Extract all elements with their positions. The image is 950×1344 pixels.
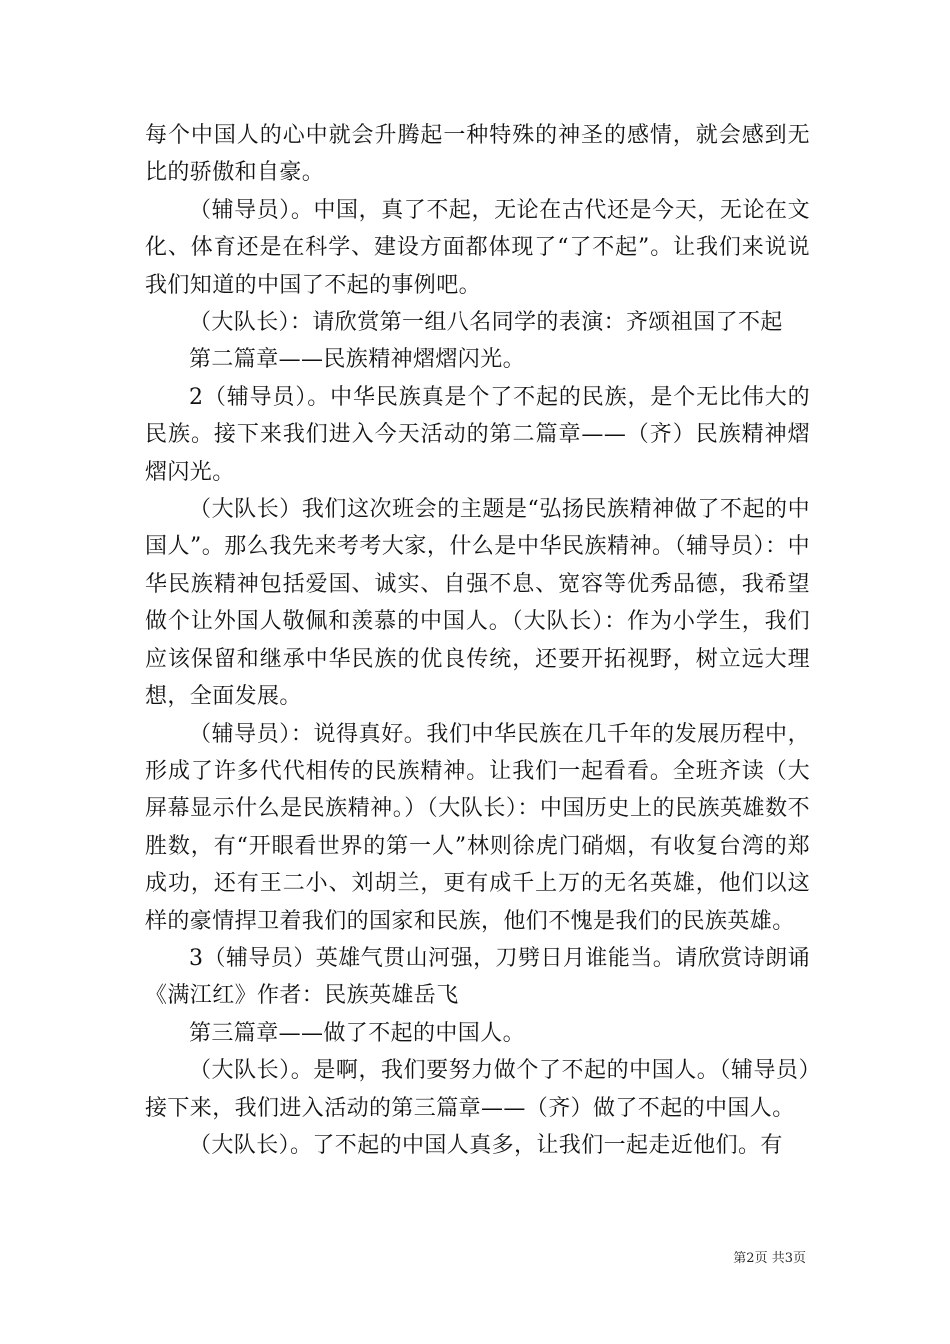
paragraph-7: （辅导员）：说得真好。我们中华民族在几千年的发展历程中，形成了许多代代相传的民族精神。让我们一起看看。全班齐读（大屏幕显示什么是民族精神。）（大队长）：中国历史上的民族英雄数不胜数，有“开眼看世界的第一人”林则徐虎门硝烟，有收复台湾的郑成功，还有王二小、刘胡兰，更有成千上万的无名英雄，他们以这样的豪情捍卫着我们的国家和民族，他们不愧是我们的民族英雄。 bbox=[145, 721, 810, 934]
paragraph-1: 每个中国人的心中就会升腾起一种特殊的神圣的感情，就会感到无比的骄傲和自豪。 bbox=[145, 123, 810, 186]
footer-total-pages: 3 bbox=[784, 1251, 793, 1266]
section-heading-2: 第二篇章——民族精神熠熠闪光。 bbox=[189, 347, 526, 373]
paragraph-11: （大队长）。了不起的中国人真多，让我们一起走近他们。有 bbox=[189, 1132, 783, 1158]
paragraph-2: （辅导员）。中国，真了不起，无论在古代还是今天，无论在文化、体育还是在科学、建设方面都体现了“了不起”。让我们来说说我们知道的中国了不起的事例吧。 bbox=[145, 197, 810, 298]
document-body bbox=[145, 117, 810, 1164]
page-number-footer bbox=[733, 1247, 806, 1266]
paragraph-5: 2（辅导员）。中华民族真是个了不起的民族，是个无比伟大的民族。接下来我们进入今天活动的第二篇章——（齐）民族精神熠熠闪光。 bbox=[145, 384, 810, 485]
section-heading-3: 第三篇章——做了不起的中国人。 bbox=[189, 1020, 526, 1046]
paragraph-8: 3（辅导员）英雄气贯山河强，刀劈日月谁能当。请欣赏诗朗诵《满江红》作者：民族英雄岳飞 bbox=[145, 945, 810, 1009]
paragraph-6: （大队长）我们这次班会的主题是“弘扬民族精神做了不起的中国人”。那么我先来考考大家，什么是中华民族精神。（辅导员）：中华民族精神包括爱国、诚实、自强不息、宽容等优秀品德，我希望做个让外国人敬佩和羡慕的中国人。（大队长）：作为小学生，我们应该保留和继承中华民族的优良传统，还要开拓视野，树立远大理想，全面发展。 bbox=[145, 497, 810, 710]
footer-suffix: 页 bbox=[792, 1251, 806, 1266]
footer-middle: 页 共 bbox=[754, 1251, 785, 1266]
footer-current-page: 2 bbox=[746, 1251, 755, 1266]
paragraph-10: （大队长）。是啊，我们要努力做个了不起的中国人。（辅导员）接下来，我们进入活动的第三篇章——（齐）做了不起的中国人。 bbox=[145, 1058, 810, 1121]
footer-prefix: 第 bbox=[733, 1251, 747, 1266]
paragraph-3: （大队长）：请欣赏第一组八名同学的表演：齐颂祖国了不起 bbox=[189, 310, 783, 336]
